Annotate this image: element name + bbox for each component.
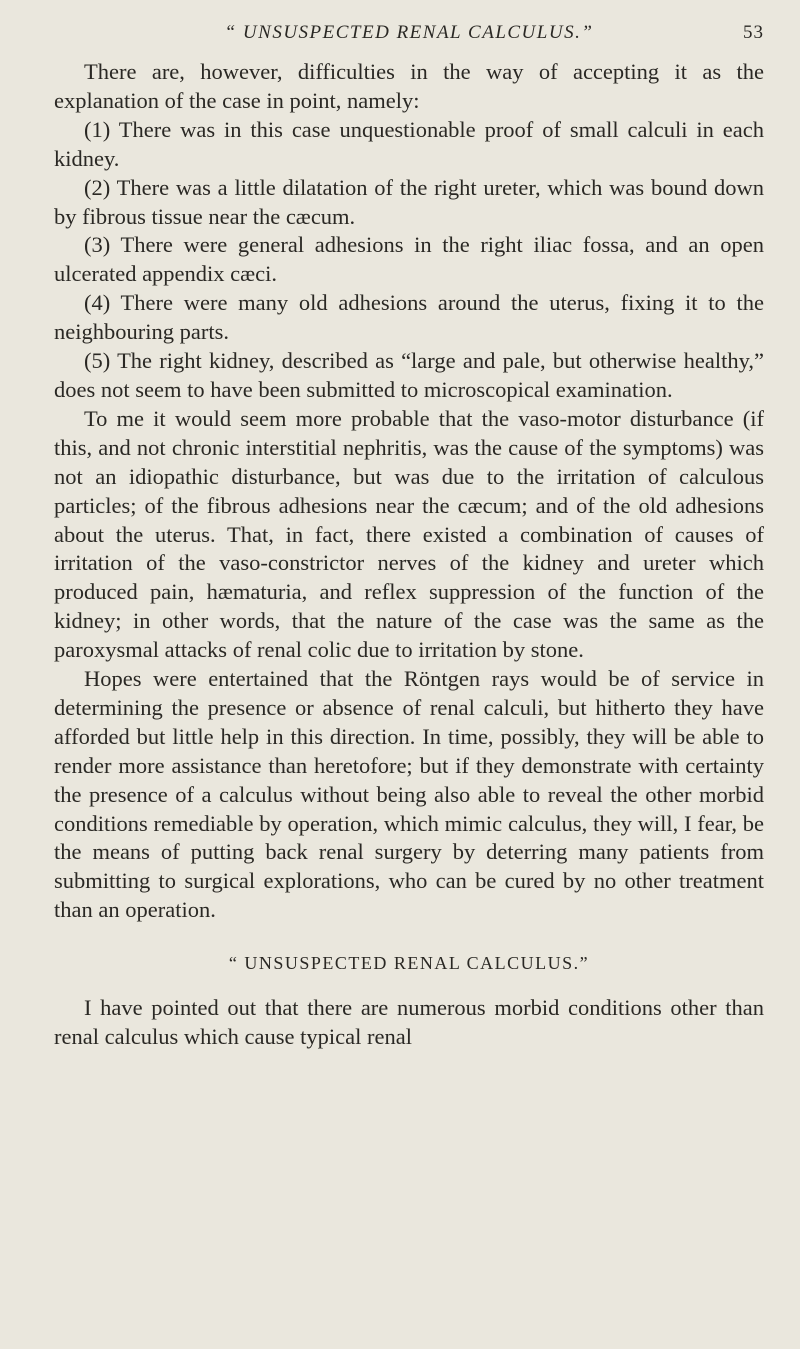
body-text: [54, 58, 764, 1052]
paragraph-rontgen: Hopes were entertained that the Röntgen rays would be of service in determining the presence or absence of renal calculi, but hitherto they have afforded but little help in this direction. In time, possibly, they will be able to render more assistance than heretofore; but if they demonstrate with certainty the presence of a calculus without being also able to reveal the other morbid conditions remediable by operation, which mimic calculus, they will, I fear, be the means of putting back renal surgery by deterring many patients from submitting to surgical explorations, who can be cured by no other treatment than an operation.: [54, 666, 764, 923]
paragraph-argument: To me it would seem more probable that the vaso-motor disturbance (if this, and not chronic interstitial nephritis, was the cause of the symptoms) was not an idiopathic disturbance, but was due to the irritation of calculous particles; of the fibrous adhesions near the cæcum; and of the old adhesions about the uterus. That, in fact, there existed a combination of causes of irritation of the vaso-constrictor nerves of the kidney and ureter which produced pain, hæmaturia, and reflex suppression of the function of the kidney; in other words, that the nature of the case was the same as the paroxysmal attacks of renal colic due to irritation by stone.: [54, 405, 764, 663]
list-item-1: (1) There was in this case unquestionable proof of small calculi in each kidney.: [54, 116, 764, 171]
page-number: 53: [743, 22, 764, 43]
paragraph-closing: I have pointed out that there are numerous morbid conditions other than renal calculus which cause typical renal: [54, 995, 764, 1050]
list-item-5: (5) The right kidney, described as “large and pale, but otherwise healthy,” does not seem to have been submitted to microscopical examination.: [54, 348, 764, 402]
list-item-4: (4) There were many old adhesions around the uterus, fixing it to the neighbouring parts.: [54, 290, 764, 345]
list-item-2: (2) There was a little dilatation of the right ureter, which was bound down by fibrous tissue near the cæcum.: [54, 174, 764, 229]
list-item-3: (3) There were general adhesions in the right iliac fossa, and an open ulcerated appendix cæci.: [54, 232, 764, 287]
paragraph-intro: There are, however, difficulties in the way of accepting it as the explanation of the case in point, namely:: [54, 59, 764, 113]
running-title: “ UNSUSPECTED RENAL CALCULUS.”: [224, 22, 594, 43]
running-head: [54, 22, 764, 58]
section-heading: “ UNSUSPECTED RENAL CALCULUS.”: [228, 953, 590, 974]
